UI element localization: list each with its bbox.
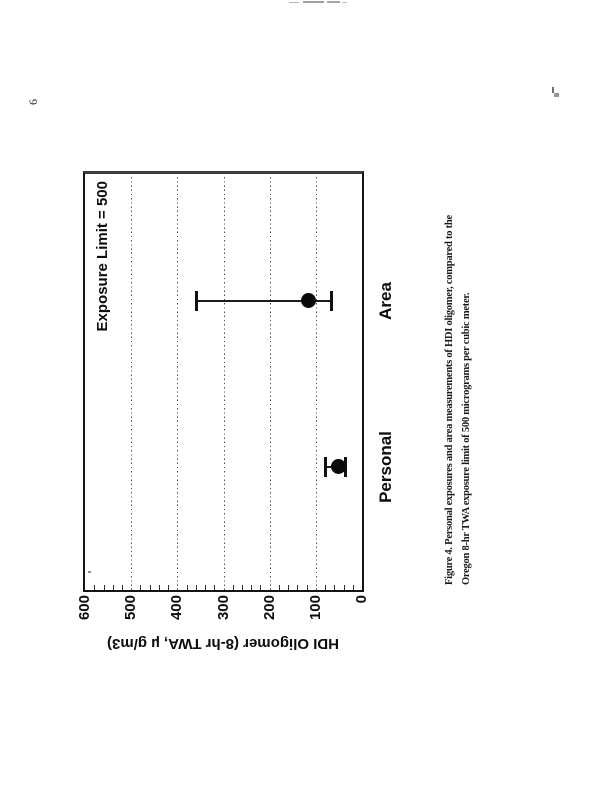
- y-axis-tick-label: 0: [353, 595, 370, 604]
- y-axis-minor-tick: [159, 585, 160, 590]
- gridline-400: [177, 174, 178, 590]
- y-axis-minor-tick: [233, 585, 234, 590]
- y-axis-minor-tick: [251, 585, 252, 590]
- y-axis-minor-tick: [325, 585, 326, 590]
- y-axis-minor-tick: [196, 585, 197, 590]
- y-axis-tick-label: 600: [76, 595, 93, 621]
- figure-caption: [441, 151, 475, 585]
- y-axis-minor-tick: [288, 585, 289, 590]
- page-number: 6: [26, 99, 40, 105]
- gridline-500: [131, 174, 132, 590]
- y-axis-minor-tick: [187, 585, 188, 590]
- y-axis-minor-tick: [344, 585, 345, 590]
- y-axis-tick-label: 200: [260, 595, 278, 621]
- x-category-label: Area: [376, 282, 395, 320]
- gridline-100: [316, 174, 317, 590]
- scan-artifact: [327, 1, 340, 3]
- error-bar-cap-high: [195, 291, 198, 311]
- scan-artifact: [303, 1, 324, 3]
- scan-artifact: [554, 93, 559, 97]
- y-axis-minor-tick: [94, 585, 95, 590]
- y-axis-minor-tick: [279, 585, 280, 590]
- gridline-300: [224, 174, 225, 590]
- gridline-200: [270, 174, 271, 590]
- error-bar-cap-low: [330, 291, 333, 311]
- y-axis-tick-label: 500: [122, 595, 140, 621]
- y-axis-minor-tick: [104, 585, 105, 590]
- data-point-dot: [301, 294, 316, 309]
- y-axis-minor-tick: [113, 585, 114, 590]
- y-axis-tick-label: 400: [168, 595, 186, 621]
- y-axis-tick-label: 100: [306, 595, 324, 621]
- y-axis-minor-tick: [214, 585, 215, 590]
- y-axis-minor-tick: [307, 585, 308, 590]
- error-bar-cap-high: [324, 457, 327, 477]
- plot-area: [83, 171, 364, 592]
- scan-artifact: [289, 2, 299, 3]
- y-axis-minor-tick: [122, 585, 123, 590]
- x-category-label: Personal: [376, 431, 395, 503]
- y-axis-minor-tick: [150, 585, 151, 590]
- scan-artifact: [342, 2, 347, 3]
- scan-artifact: [88, 571, 91, 573]
- y-axis-minor-tick: [205, 585, 206, 590]
- y-axis-tick-label: 300: [214, 595, 232, 621]
- caption-line-1: Figure 4. Personal exposures and area measurements of HDI oligomer, compared to the: [444, 215, 455, 585]
- y-axis-minor-tick: [297, 585, 298, 590]
- y-axis-minor-tick: [168, 585, 169, 590]
- y-axis-minor-tick: [353, 585, 354, 590]
- y-axis-minor-tick: [242, 585, 243, 590]
- caption-line-2: Oregon 8-hr TWA exposure limit of 500 micrograms per cubic meter.: [461, 292, 472, 585]
- y-axis-minor-tick: [334, 585, 335, 590]
- exposure-limit-annotation: Exposure Limit = 500: [94, 181, 111, 332]
- y-axis-minor-tick: [140, 585, 141, 590]
- y-axis-minor-tick: [260, 585, 261, 590]
- y-axis-title: HDI Oligomer (8-hr TWA, µ g/m3): [107, 635, 339, 652]
